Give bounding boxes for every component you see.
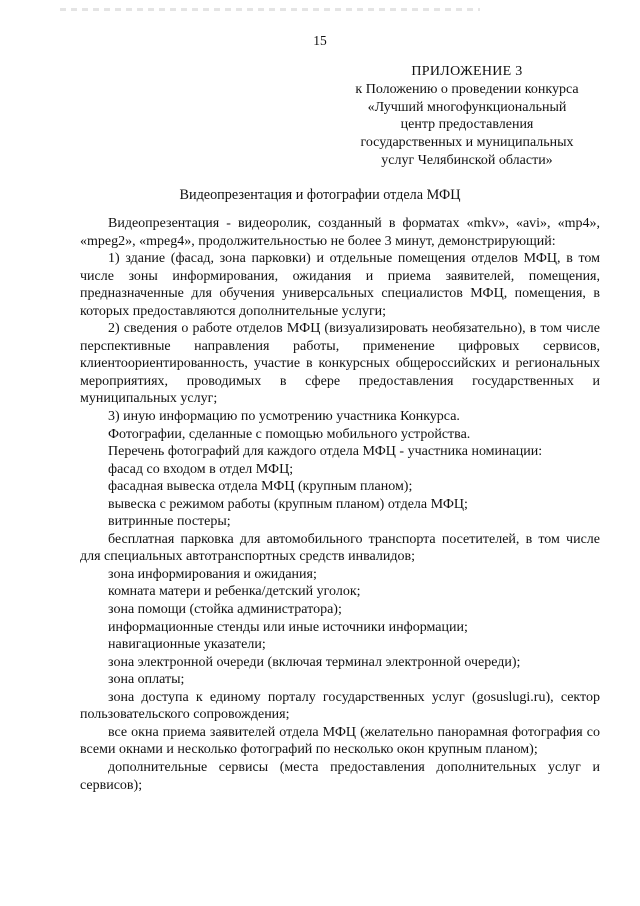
photo-item: информационные стенды или иные источники информации; [108,619,468,635]
appendix-line: «Лучший многофункциональный [367,99,567,115]
photos-list-intro: Перечень фотографий для каждого отдела МФЦ - участника номинации: [108,444,543,460]
appendix-line: центр предоставления [400,117,534,133]
photo-item: фасадная вывеска отдела МФЦ (крупным планом); [108,479,413,495]
appendix-heading: ПРИЛОЖЕНИЕ 3 [411,64,523,79]
photo-item: фасад со входом в отдел МФЦ; [108,461,294,477]
scan-artifact [60,8,480,11]
photo-item: зона помощи (стойка администратора); [108,602,342,618]
appendix-line: к Положению о проведении конкурса [355,81,579,97]
photo-item: зона электронной очереди (включая терминал электронной очереди); [108,654,521,670]
photo-item: зона оплаты; [108,672,185,688]
intro-paragraph: Видеопрезентация - видеоролик, созданный в форматах «mkv», «avi», «mp4», «mpeg2», «mpeg4», продолжительностью не более 3 минут, демонстрирующий: [80,216,600,249]
video-item: 2) сведения о работе отделов МФЦ (визуализировать необязательно), в том числе перспективные направления работы, применение цифровых сервисов, клиентоориентированность, участие в конкурсных общероссийских и региональных мероприятиях, проводимых в сфере предоставления государственных и муниципальных услуг; [80,321,600,407]
appendix-line: услуг Челябинской области» [381,152,553,168]
photos-note: Фотографии, сделанные с помощью мобильного устройства. [108,426,471,442]
document-title: Видеопрезентация и фотографии отдела МФЦ [179,187,461,203]
video-item: 1) здание (фасад, зона парковки) и отдельные помещения отделов МФЦ, в том числе зоны информирования, ожидания и приема заявителей, помещения, предназначенные для обучения универсальных специалистов МФЦ, помещения, в которых предоставляются дополнительные услуги; [80,251,600,319]
photo-item: бесплатная парковка для автомобильного транспорта посетителей, в том числе для специальных автотранспортных средств инвалидов; [80,531,600,565]
photo-item: зона доступа к единому порталу государственных услуг (gosuslugi.ru), сектор пользовательского сопровождения; [80,689,600,723]
photo-item: зона информирования и ожидания; [108,566,317,582]
photo-item: комната матери и ребенка/детский уголок; [108,584,361,600]
page-number: 15 [313,33,327,48]
document-body [80,215,600,794]
photo-item: витринные постеры; [108,514,231,530]
photo-item: вывеска с режимом работы (крупным планом) отдела МФЦ; [108,496,468,512]
photo-item: навигационные указатели; [108,637,266,653]
photo-item: дополнительные сервисы (места предоставления дополнительных услуг и сервисов); [80,759,600,793]
appendix-header [336,63,598,170]
photo-item: все окна приема заявителей отдела МФЦ (желательно панорамная фотография со всеми окнами и несколько фотографий по несколько окон крупным планом); [80,724,600,758]
video-item: 3) иную информацию по усмотрению участника Конкурса. [108,409,460,425]
appendix-line: государственных и муниципальных [360,135,574,151]
